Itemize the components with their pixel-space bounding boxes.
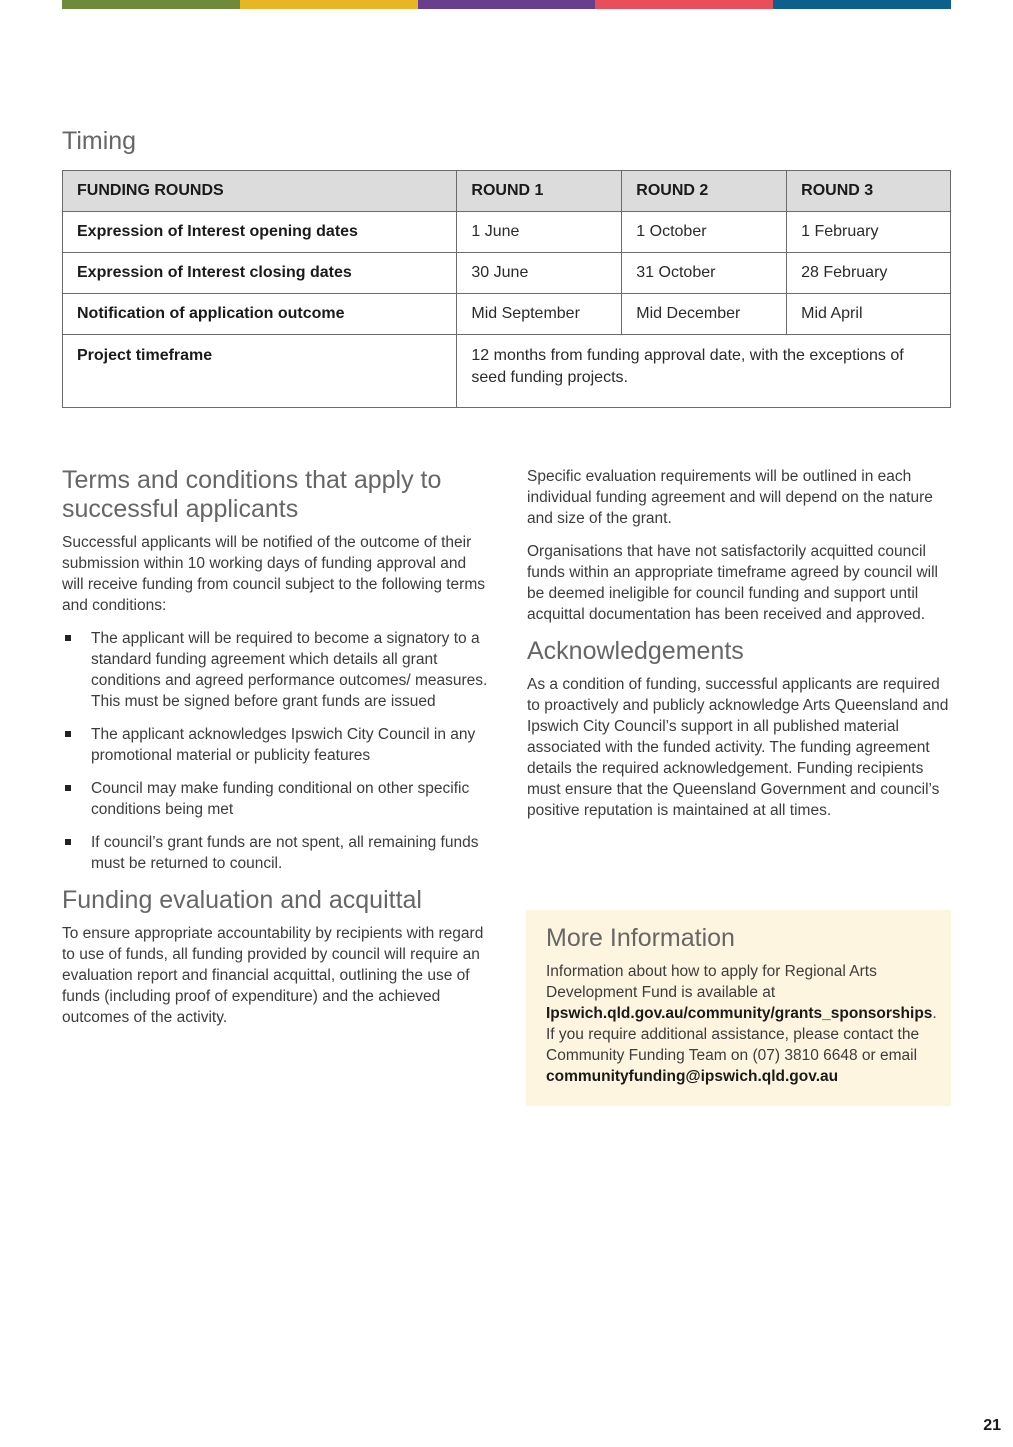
table-cell: Mid December bbox=[622, 294, 787, 335]
square-bullet-icon bbox=[65, 635, 71, 641]
evaluation-requirements: Specific evaluation requirements will be outlined in each individual funding agreement and will depend on the nature and size of the grant. bbox=[527, 468, 933, 527]
square-bullet-icon bbox=[65, 731, 71, 737]
table-cell: 12 months from funding approval date, with the exceptions of seed funding projects. bbox=[457, 335, 951, 408]
square-bullet-icon bbox=[65, 839, 71, 845]
table-header-row bbox=[63, 171, 951, 212]
table-header-cell: ROUND 3 bbox=[787, 171, 951, 212]
acknowledgements-heading: Acknowledgements bbox=[527, 637, 744, 665]
list-item bbox=[62, 724, 490, 766]
page-number: 21 bbox=[983, 1417, 1001, 1434]
table-cell: Mid September bbox=[457, 294, 622, 335]
table-header-cell: ROUND 1 bbox=[457, 171, 622, 212]
evaluation-body: To ensure appropriate accountability by recipients with regard to use of funds, all funding provided by council will require an evaluation report and financial acquittal, outlining the use of funds (including proof of expenditure) and the achieved outcomes of the activity. bbox=[62, 925, 484, 1026]
list-item-text: Council may make funding conditional on other specific conditions being met bbox=[91, 780, 470, 818]
table-cell: 1 February bbox=[787, 212, 951, 253]
right-column bbox=[527, 466, 951, 833]
table-cell: 1 June bbox=[457, 212, 622, 253]
terms-heading: Terms and conditions that apply to successful applicants bbox=[62, 466, 442, 523]
acknowledgements-body: As a condition of funding, successful applicants are required to proactively and publicly acknowledge Arts Queensland and Ipswich City Council’s support in all published material associated with the funded activity. The funding agreement details the required acknowledgement. Funding recipients must ensure that the Queensland Government and council’s positive reputation is maintained at all times. bbox=[527, 676, 949, 819]
table-cell: Mid April bbox=[787, 294, 951, 335]
timing-heading: Timing bbox=[62, 127, 137, 155]
acquittal-eligibility: Organisations that have not satisfactorily acquitted council funds within an appropriate timeframe agreed by council will be deemed ineligible for council funding and support until acquittal documentation has been received and approved. bbox=[527, 543, 938, 623]
left-column bbox=[62, 466, 490, 1040]
email-link[interactable]: communityfunding@ipswich.qld.gov.au bbox=[546, 1068, 839, 1085]
table-cell: 28 February bbox=[787, 253, 951, 294]
info-text: . If you require additional assistance, please contact the Community Funding Team on (07) 3810 6648 or email bbox=[546, 1005, 937, 1064]
table-header-cell: FUNDING ROUNDS bbox=[63, 171, 457, 212]
table-cell: 31 October bbox=[622, 253, 787, 294]
color-bar-segment bbox=[773, 0, 951, 9]
square-bullet-icon bbox=[65, 785, 71, 791]
table-cell: 30 June bbox=[457, 253, 622, 294]
list-item bbox=[62, 832, 490, 874]
row-label: Expression of Interest closing dates bbox=[63, 253, 457, 294]
color-bar-segment bbox=[240, 0, 418, 9]
terms-list bbox=[62, 628, 490, 874]
table-row bbox=[63, 253, 951, 294]
grants-link[interactable]: Ipswich.qld.gov.au/community/grants_sponsorships bbox=[546, 1005, 933, 1022]
color-bar-segment bbox=[62, 0, 240, 9]
more-information-box bbox=[526, 910, 951, 1106]
table-row bbox=[63, 294, 951, 335]
table-cell: 1 October bbox=[622, 212, 787, 253]
more-information-heading: More Information bbox=[546, 924, 735, 952]
color-bar bbox=[62, 0, 951, 9]
list-item-text: If council’s grant funds are not spent, all remaining funds must be returned to council. bbox=[91, 834, 479, 872]
color-bar-segment bbox=[595, 0, 773, 9]
list-item-text: The applicant will be required to become a signatory to a standard funding agreement which details all grant conditions and agreed performance outcomes/ measures. This must be signed before grant funds are issued bbox=[91, 630, 488, 710]
table-header-cell: ROUND 2 bbox=[622, 171, 787, 212]
row-label: Notification of application outcome bbox=[63, 294, 457, 335]
list-item-text: The applicant acknowledges Ipswich City Council in any promotional material or publicity features bbox=[91, 726, 476, 764]
evaluation-heading: Funding evaluation and acquittal bbox=[62, 886, 422, 914]
row-label: Expression of Interest opening dates bbox=[63, 212, 457, 253]
color-bar-segment bbox=[418, 0, 596, 9]
terms-intro: Successful applicants will be notified of the outcome of their submission within 10 working days of funding approval and will receive funding from council subject to the following terms and conditions: bbox=[62, 534, 485, 614]
table-row bbox=[63, 335, 951, 408]
more-information-text bbox=[546, 961, 937, 1087]
timing-table bbox=[62, 170, 951, 408]
row-label: Project timeframe bbox=[63, 335, 457, 408]
list-item bbox=[62, 628, 490, 712]
list-item bbox=[62, 778, 490, 820]
table-row bbox=[63, 212, 951, 253]
info-text: Information about how to apply for Regional Arts Development Fund is available at bbox=[546, 963, 877, 1001]
